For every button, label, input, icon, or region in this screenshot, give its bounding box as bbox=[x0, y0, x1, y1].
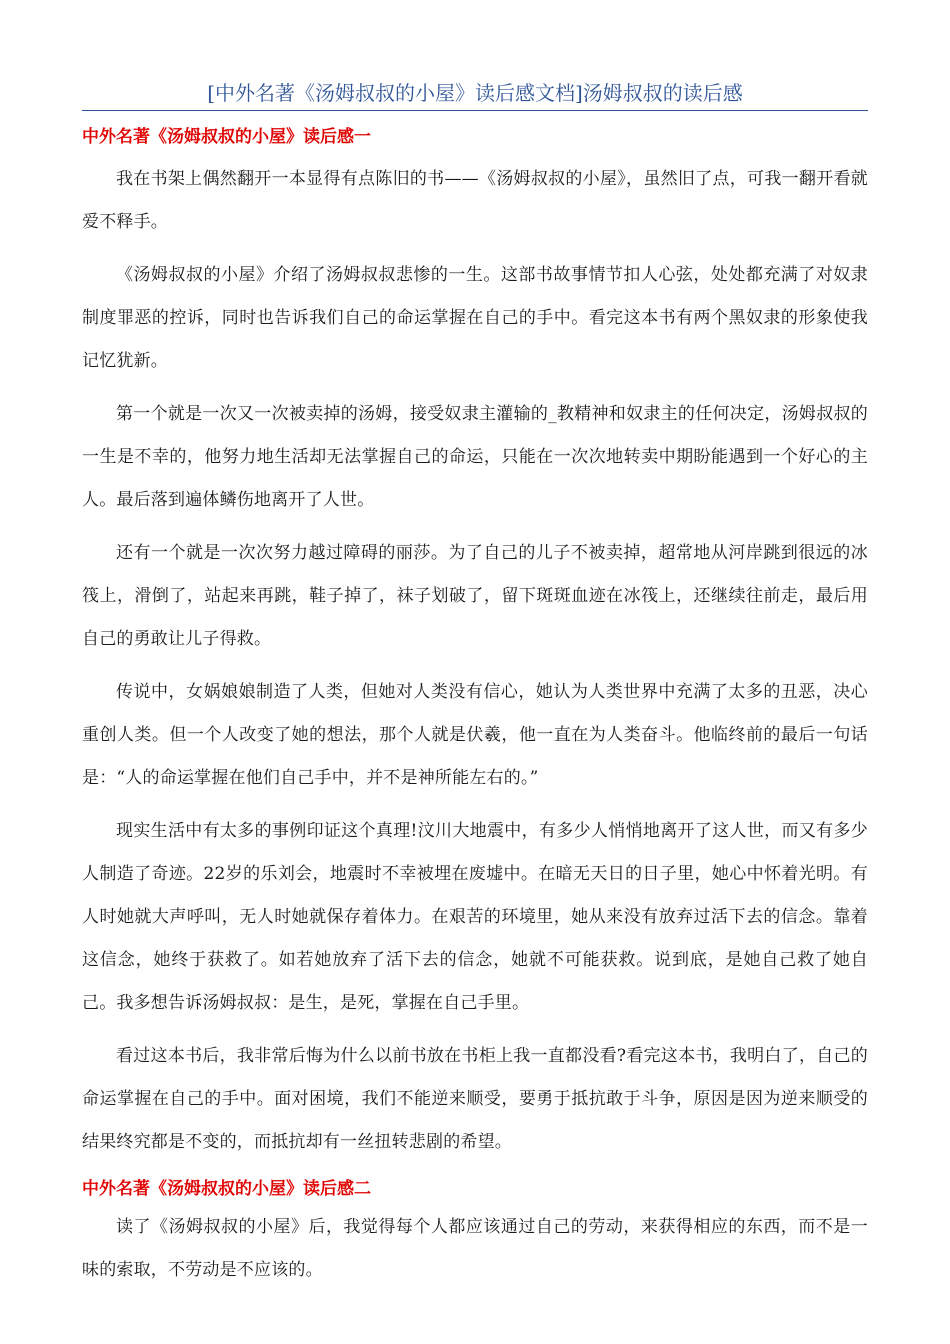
document-body bbox=[82, 122, 868, 1302]
paragraph: 现实生活中有太多的事例印证这个真理!汶川大地震中，有多少人悄悄地离开了这人世，而又有多少人制造了奇迹。22岁的乐刘会，地震时不幸被埋在废墟中。在暗无天日的日子里，她心中怀着光明。有人时她就大声呼叫，无人时她就保存着体力。在艰苦的环境里，她从来没有放弃过活下去的信念。靠着这信念，她终于获救了。如若她放弃了活下去的信念，她就不可能获救。说到底，是她自己救了她自己。我多想告诉汤姆叔叔：是生，是死，掌握在自己手里。 bbox=[82, 821, 868, 1013]
paragraph: 我在书架上偶然翻开一本显得有点陈旧的书——《汤姆叔叔的小屋》，虽然旧了点，可我一翻开看就爱不释手。 bbox=[82, 169, 868, 232]
document-header: [中外名著《汤姆叔叔的小屋》读后感文档]汤姆叔叔的读后感 bbox=[207, 81, 743, 105]
section-1 bbox=[82, 122, 868, 1164]
paragraph: 看过这本书后，我非常后悔为什么以前书放在书柜上我一直都没看?看完这本书，我明白了，自己的命运掌握在自己的手中。面对困境，我们不能逆来顺受，要勇于抵抗敢于斗争，原因是因为逆来顺受的结果终究都是不变的，而抵抗却有一丝扭转悲剧的希望。 bbox=[82, 1046, 868, 1152]
paragraph: 第一个就是一次又一次被卖掉的汤姆，接受奴隶主灌输的_教精神和奴隶主的任何决定，汤姆叔叔的一生是不幸的，他努力地生活却无法掌握自己的命运，只能在一次次地转卖中期盼能遇到一个好心的主人。最后落到遍体鳞伤地离开了人世。 bbox=[82, 404, 868, 510]
paragraph: 还有一个就是一次次努力越过障碍的丽莎。为了自己的儿子不被卖掉，超常地从河岸跳到很远的冰筏上，滑倒了，站起来再跳，鞋子掉了，袜子划破了，留下斑斑血迹在冰筏上，还继续往前走，最后用自己的勇敢让儿子得救。 bbox=[82, 543, 868, 649]
section-title: 中外名著《汤姆叔叔的小屋》读后感一 bbox=[82, 127, 371, 147]
paragraph: 读了《汤姆叔叔的小屋》后，我觉得每个人都应该通过自己的劳动，来获得相应的东西，而不是一味的索取，不劳动是不应该的。 bbox=[82, 1217, 868, 1280]
paragraph: 传说中，女娲娘娘制造了人类，但她对人类没有信心，她认为人类世界中充满了太多的丑恶，决心重创人类。但一个人改变了她的想法，那个人就是伏羲，他一直在为人类奋斗。他临终前的最后一句话是：“人的命运掌握在他们自己手中，并不是神所能左右的。” bbox=[82, 682, 868, 788]
section-title: 中外名著《汤姆叔叔的小屋》读后感二 bbox=[82, 1179, 371, 1199]
header-divider bbox=[82, 110, 868, 111]
paragraph: 《汤姆叔叔的小屋》介绍了汤姆叔叔悲惨的一生。这部书故事情节扣人心弦，处处都充满了对奴隶制度罪恶的控诉，同时也告诉我们自己的命运掌握在自己的手中。看完这本书有两个黑奴隶的形象使我记忆犹新。 bbox=[82, 265, 868, 371]
section-2 bbox=[82, 1174, 868, 1292]
